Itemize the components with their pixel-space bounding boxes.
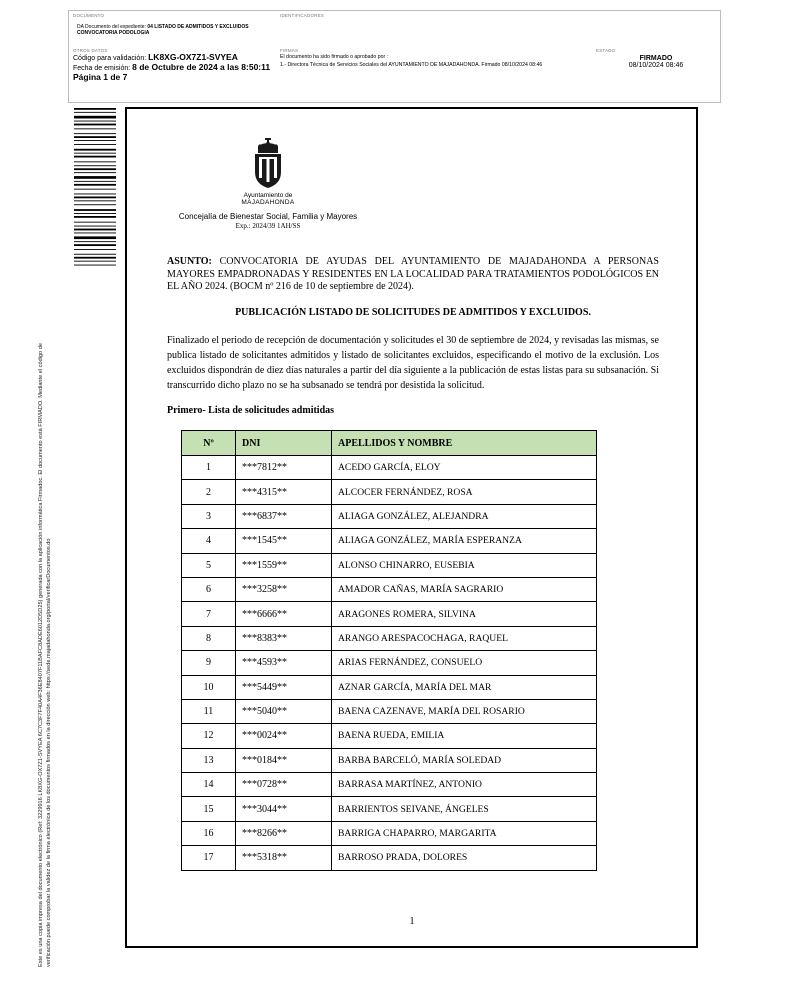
table-row	[182, 846, 597, 870]
section-heading: Primero- Lista de solicitudes admitidas	[167, 405, 335, 416]
row-name: ARIAS FERNÁNDEZ, CONSUELO	[332, 651, 597, 675]
table-row	[182, 577, 597, 601]
table-header-row	[182, 431, 597, 456]
table-row	[182, 821, 597, 845]
row-dni: ***1559**	[236, 553, 332, 577]
row-number: 8	[182, 626, 236, 650]
row-name: ALCOCER FERNÁNDEZ, ROSA	[332, 480, 597, 504]
table-row	[182, 529, 597, 553]
estado-label: ESTADO	[596, 48, 616, 53]
row-dni: ***8383**	[236, 626, 332, 650]
row-dni: ***5318**	[236, 846, 332, 870]
col-header-number: Nº	[182, 431, 236, 456]
firmas-label: FIRMAS	[280, 48, 299, 53]
concejalia: Concejalía de Bienestar Social, Familia y Mayores	[178, 212, 358, 221]
row-dni: ***0184**	[236, 748, 332, 772]
row-name: ACEDO GARCÍA, ELOY	[332, 456, 597, 480]
identificadores-label: IDENTIFICADORES	[280, 13, 325, 18]
firmas-line2: 1.- Directora Técnica de Servicios Sociales del AYUNTAMIENTO DE MAJADAHONDA. Firmado 08/10/2024 08:46	[280, 62, 543, 68]
row-dni: ***6837**	[236, 504, 332, 528]
row-number: 7	[182, 602, 236, 626]
row-number: 16	[182, 821, 236, 845]
row-name: BARBA BARCELÓ, MARÍA SOLEDAD	[332, 748, 597, 772]
row-name: ARAGONES ROMERA, SILVINA	[332, 602, 597, 626]
row-name: BARRASA MARTÍNEZ, ANTONIO	[332, 773, 597, 797]
row-name: BARRIENTOS SEIVANE, ÁNGELES	[332, 797, 597, 821]
table-row	[182, 626, 597, 650]
documento-label: DOCUMENTO	[73, 13, 105, 18]
estado-date: 08/10/2024 08:46	[628, 62, 684, 69]
row-name: BAENA RUEDA, EMILIA	[332, 724, 597, 748]
row-dni: ***4593**	[236, 651, 332, 675]
page-number: 1	[409, 916, 415, 927]
row-number: 14	[182, 773, 236, 797]
table-row	[182, 773, 597, 797]
table-row	[182, 724, 597, 748]
row-dni: ***1545**	[236, 529, 332, 553]
row-dni: ***7812**	[236, 456, 332, 480]
row-name: BARRIGA CHAPARRO, MARGARITA	[332, 821, 597, 845]
col-header-name: APELLIDOS Y NOMBRE	[332, 431, 597, 456]
table-row	[182, 797, 597, 821]
col-header-dni: DNI	[236, 431, 332, 456]
table-row	[182, 699, 597, 723]
row-number: 3	[182, 504, 236, 528]
row-number: 10	[182, 675, 236, 699]
table-row	[182, 602, 597, 626]
table-row	[182, 553, 597, 577]
estado-cell	[592, 46, 720, 102]
row-dni: ***5449**	[236, 675, 332, 699]
verification-side-text: Este es una copia impresa del documento electrónico (Ref: 3229916 LK8XG-OX7Z1-SVYEA 6C7C3F7F40A4F36E8407F11BAFC8ADE6012D5D25) generada con la aplicación informática Firmadoc. El documento está FIRMADO. Mediante el código de verificación puede comprobar la validez de la firma electrónica de los documentos firmados en la dirección web: https://sede.majadahonda.org/portal/verificarDocumentos.do	[38, 343, 52, 967]
table-row	[182, 480, 597, 504]
row-dni: ***0024**	[236, 724, 332, 748]
validation-code: Código para validación: LK8XG-OX7Z1-SVYEA	[73, 52, 238, 62]
row-number: 2	[182, 480, 236, 504]
row-number: 17	[182, 846, 236, 870]
ayuntamiento-line1: Ayuntamiento de	[243, 192, 293, 199]
row-dni: ***4315**	[236, 480, 332, 504]
row-number: 11	[182, 699, 236, 723]
row-dni: ***6666**	[236, 602, 332, 626]
row-name: AMADOR CAÑAS, MARÍA SAGRARIO	[332, 577, 597, 601]
intro-paragraph: Finalizado el periodo de recepción de documentación y solicitudes el 30 de septiembre de 2024, y revisadas las mismas, se publica listado de solicitantes admitidos y listado de solicitantes excluidos, especificando el motivo de la exclusión. Los excluidos dispondrán de diez días naturales a partir del día siguiente a la publicación de estas listas para su subsanación. Si transcurrido dicho plazo no se ha subsanado se tendrá por desistida la solicitud.	[167, 335, 659, 391]
page-count: Página 1 de 7	[73, 72, 128, 82]
row-dni: ***5040**	[236, 699, 332, 723]
row-number: 15	[182, 797, 236, 821]
otros-datos-cell	[69, 46, 276, 102]
row-name: ALIAGA GONZÁLEZ, ALEJANDRA	[332, 504, 597, 528]
row-name: ALONSO CHINARRO, EUSEBIA	[332, 553, 597, 577]
row-number: 4	[182, 529, 236, 553]
document-metadata-header	[68, 10, 721, 103]
row-number: 6	[182, 577, 236, 601]
firmas-cell	[276, 46, 592, 102]
majadahonda-crest-icon	[252, 138, 284, 192]
asunto-paragraph: ASUNTO: CONVOCATORIA DE AYUDAS DEL AYUNTAMIENTO DE MAJADAHONDA A PERSONAS MAYORES EMPADRONADAS Y RESIDENTES EN LA LOCALIDAD PARA TRATAMIENTOS PODOLÓGICOS EN EL AÑO 2024. (BOCM nº 216 de 10 de septiembre de 2024).	[167, 256, 659, 292]
table-row	[182, 651, 597, 675]
row-name: BARROSO PRADA, DOLORES	[332, 846, 597, 870]
table-row	[182, 456, 597, 480]
row-dni: ***3258**	[236, 577, 332, 601]
documento-description: DA Documento del expediente: 04 LISTADO DE ADMITIDOS Y EXCLUIDOS CONVOCATORIA PODOLOGIA	[77, 24, 249, 36]
ayuntamiento-line2: MAJADAHONDA	[241, 199, 295, 206]
row-name: BAENA CAZENAVE, MARÍA DEL ROSARIO	[332, 699, 597, 723]
row-dni: ***0728**	[236, 773, 332, 797]
row-number: 5	[182, 553, 236, 577]
documento-cell	[69, 11, 276, 46]
row-name: ARANGO ARESPACOCHAGA, RAQUEL	[332, 626, 597, 650]
table-row	[182, 675, 597, 699]
firmas-line1: El documento ha sido firmado o aprobado por :	[280, 54, 389, 60]
row-name: ALIAGA GONZÁLEZ, MARÍA ESPERANZA	[332, 529, 597, 553]
identificadores-cell	[276, 11, 720, 46]
admitted-table	[181, 430, 597, 871]
table-row	[182, 748, 597, 772]
expediente: Exp.: 2024/39 1AH/SS	[235, 222, 301, 230]
estado-value: FIRMADO	[639, 55, 673, 62]
row-dni: ***8266**	[236, 821, 332, 845]
row-number: 13	[182, 748, 236, 772]
row-name: AZNAR GARCÍA, MARÍA DEL MAR	[332, 675, 597, 699]
row-number: 12	[182, 724, 236, 748]
barcode-icon	[74, 108, 116, 266]
otros-datos-label: OTROS DATOS	[73, 48, 108, 53]
row-dni: ***3044**	[236, 797, 332, 821]
row-number: 1	[182, 456, 236, 480]
publication-title: PUBLICACIÓN LISTADO DE SOLICITUDES DE ADMITIDOS Y EXCLUIDOS.	[235, 307, 591, 318]
row-number: 9	[182, 651, 236, 675]
emission-date: Fecha de emisión: 8 de Octubre de 2024 a las 8:50:11	[73, 62, 271, 72]
table-row	[182, 504, 597, 528]
